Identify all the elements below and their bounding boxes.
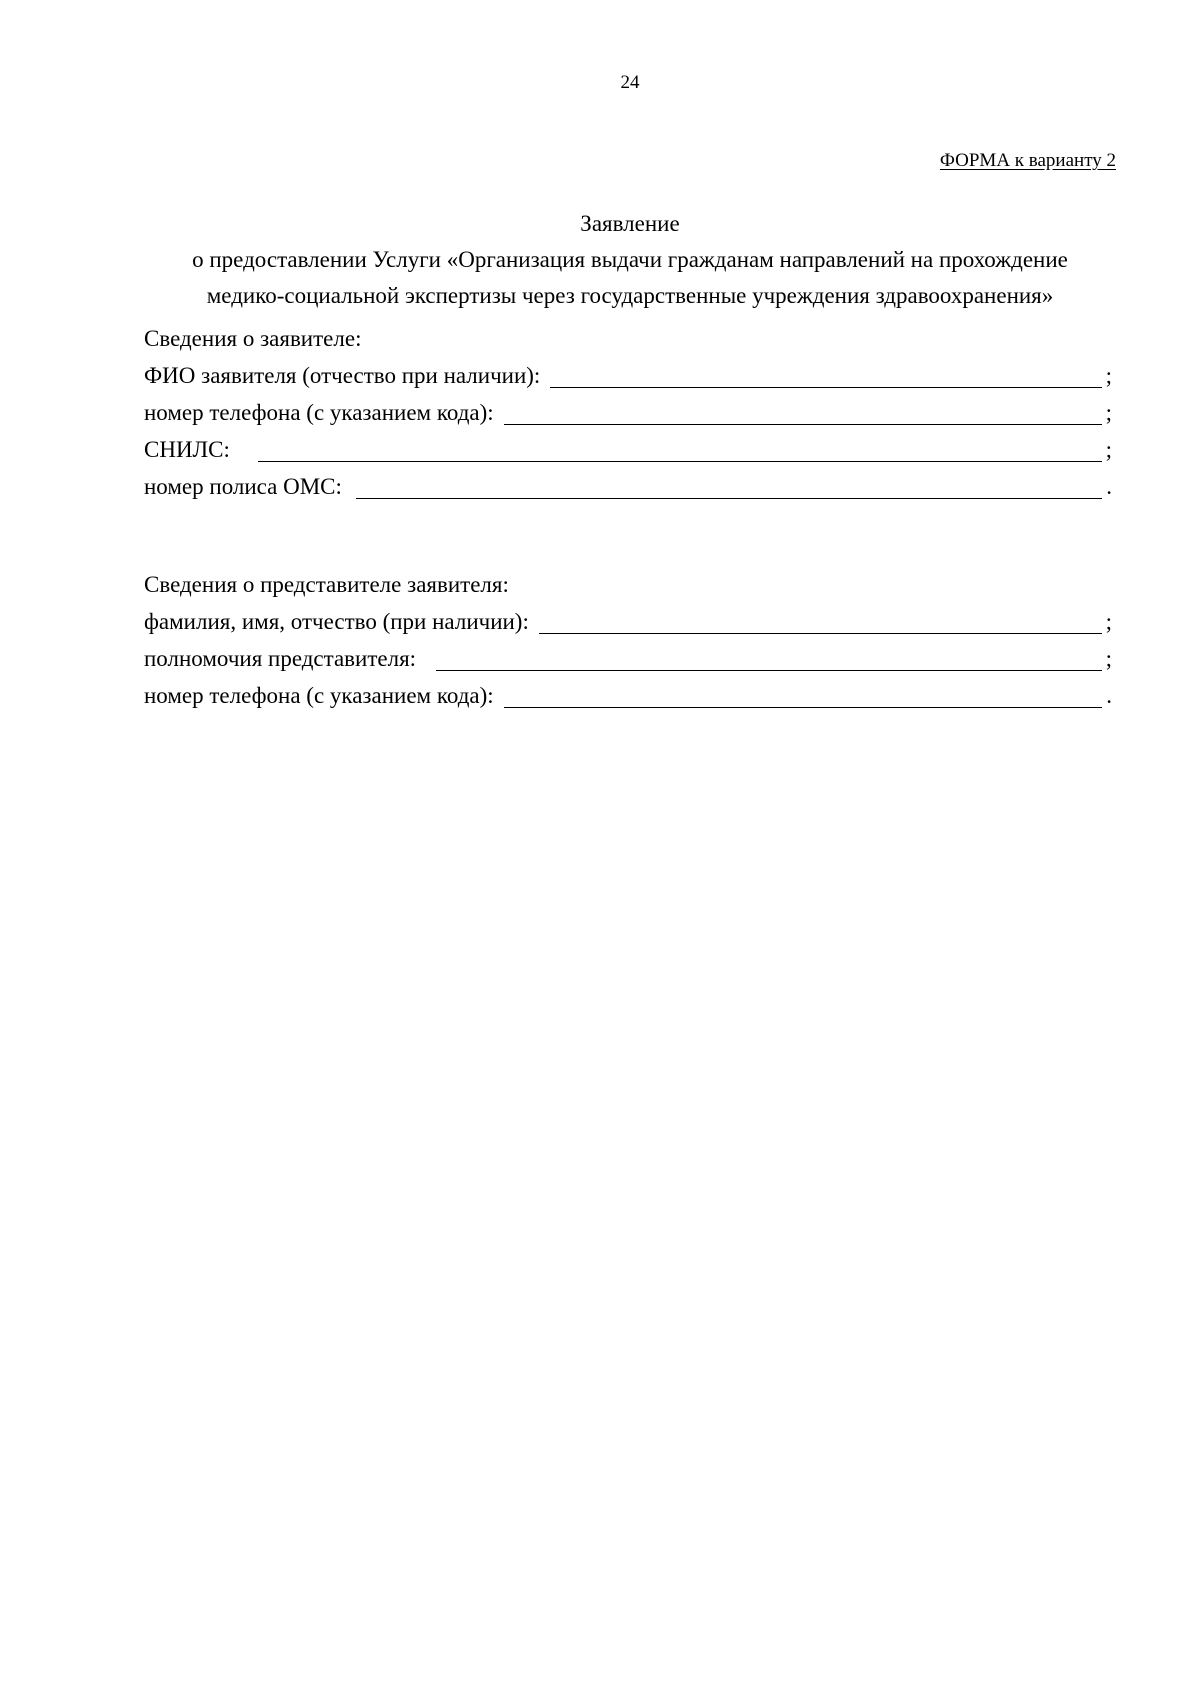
applicant-oms-terminator: . (1106, 474, 1112, 499)
representative-phone-row (144, 677, 1112, 714)
form-variant-label: ФОРМА к варианту 2 (939, 150, 1116, 171)
applicant-oms-row (144, 468, 1112, 505)
representative-phone-field[interactable] (504, 685, 1102, 708)
applicant-phone-terminator: ; (1105, 400, 1112, 425)
applicant-snils-field[interactable] (258, 439, 1102, 462)
representative-fio-field[interactable] (539, 611, 1102, 634)
representative-section (144, 566, 1112, 714)
representative-fio-row (144, 603, 1112, 640)
applicant-phone-field[interactable] (504, 402, 1102, 425)
page-number: 24 (620, 72, 640, 93)
representative-authority-terminator: ; (1105, 646, 1112, 671)
applicant-phone-row (144, 394, 1112, 431)
title-heading: Заявление (580, 211, 680, 236)
representative-fio-terminator: ; (1105, 609, 1112, 634)
representative-phone-label: номер телефона (с указанием кода): (144, 683, 494, 708)
applicant-fio-row (144, 357, 1112, 394)
representative-authority-label: полномочия представителя: (144, 646, 417, 671)
applicant-phone-label: номер телефона (с указанием кода): (144, 400, 494, 425)
applicant-section-heading: Сведения о заявителе: (144, 326, 362, 351)
document-title (120, 206, 1140, 314)
applicant-snils-terminator: ; (1105, 437, 1112, 462)
representative-authority-row (144, 640, 1112, 677)
title-subtitle-line-2: медико-социальной экспертизы через государственные учреждения здравоохранения» (206, 283, 1054, 308)
applicant-oms-label: номер полиса ОМС: (144, 474, 342, 499)
applicant-fio-label: ФИО заявителя (отчество при наличии): (144, 363, 541, 388)
applicant-snils-label: СНИЛС: (144, 437, 230, 462)
applicant-snils-row (144, 431, 1112, 468)
title-subtitle-line-1: о предоставлении Услуги «Организация выдачи гражданам направлений на прохождение (192, 247, 1068, 272)
representative-phone-terminator: . (1106, 683, 1112, 708)
applicant-fio-field[interactable] (550, 365, 1102, 388)
representative-authority-field[interactable] (436, 648, 1102, 671)
applicant-section (144, 320, 1112, 505)
applicant-oms-field[interactable] (356, 476, 1102, 499)
representative-fio-label: фамилия, имя, отчество (при наличии): (144, 609, 529, 634)
representative-section-heading: Сведения о представителе заявителя: (144, 572, 509, 597)
applicant-fio-terminator: ; (1105, 363, 1112, 388)
